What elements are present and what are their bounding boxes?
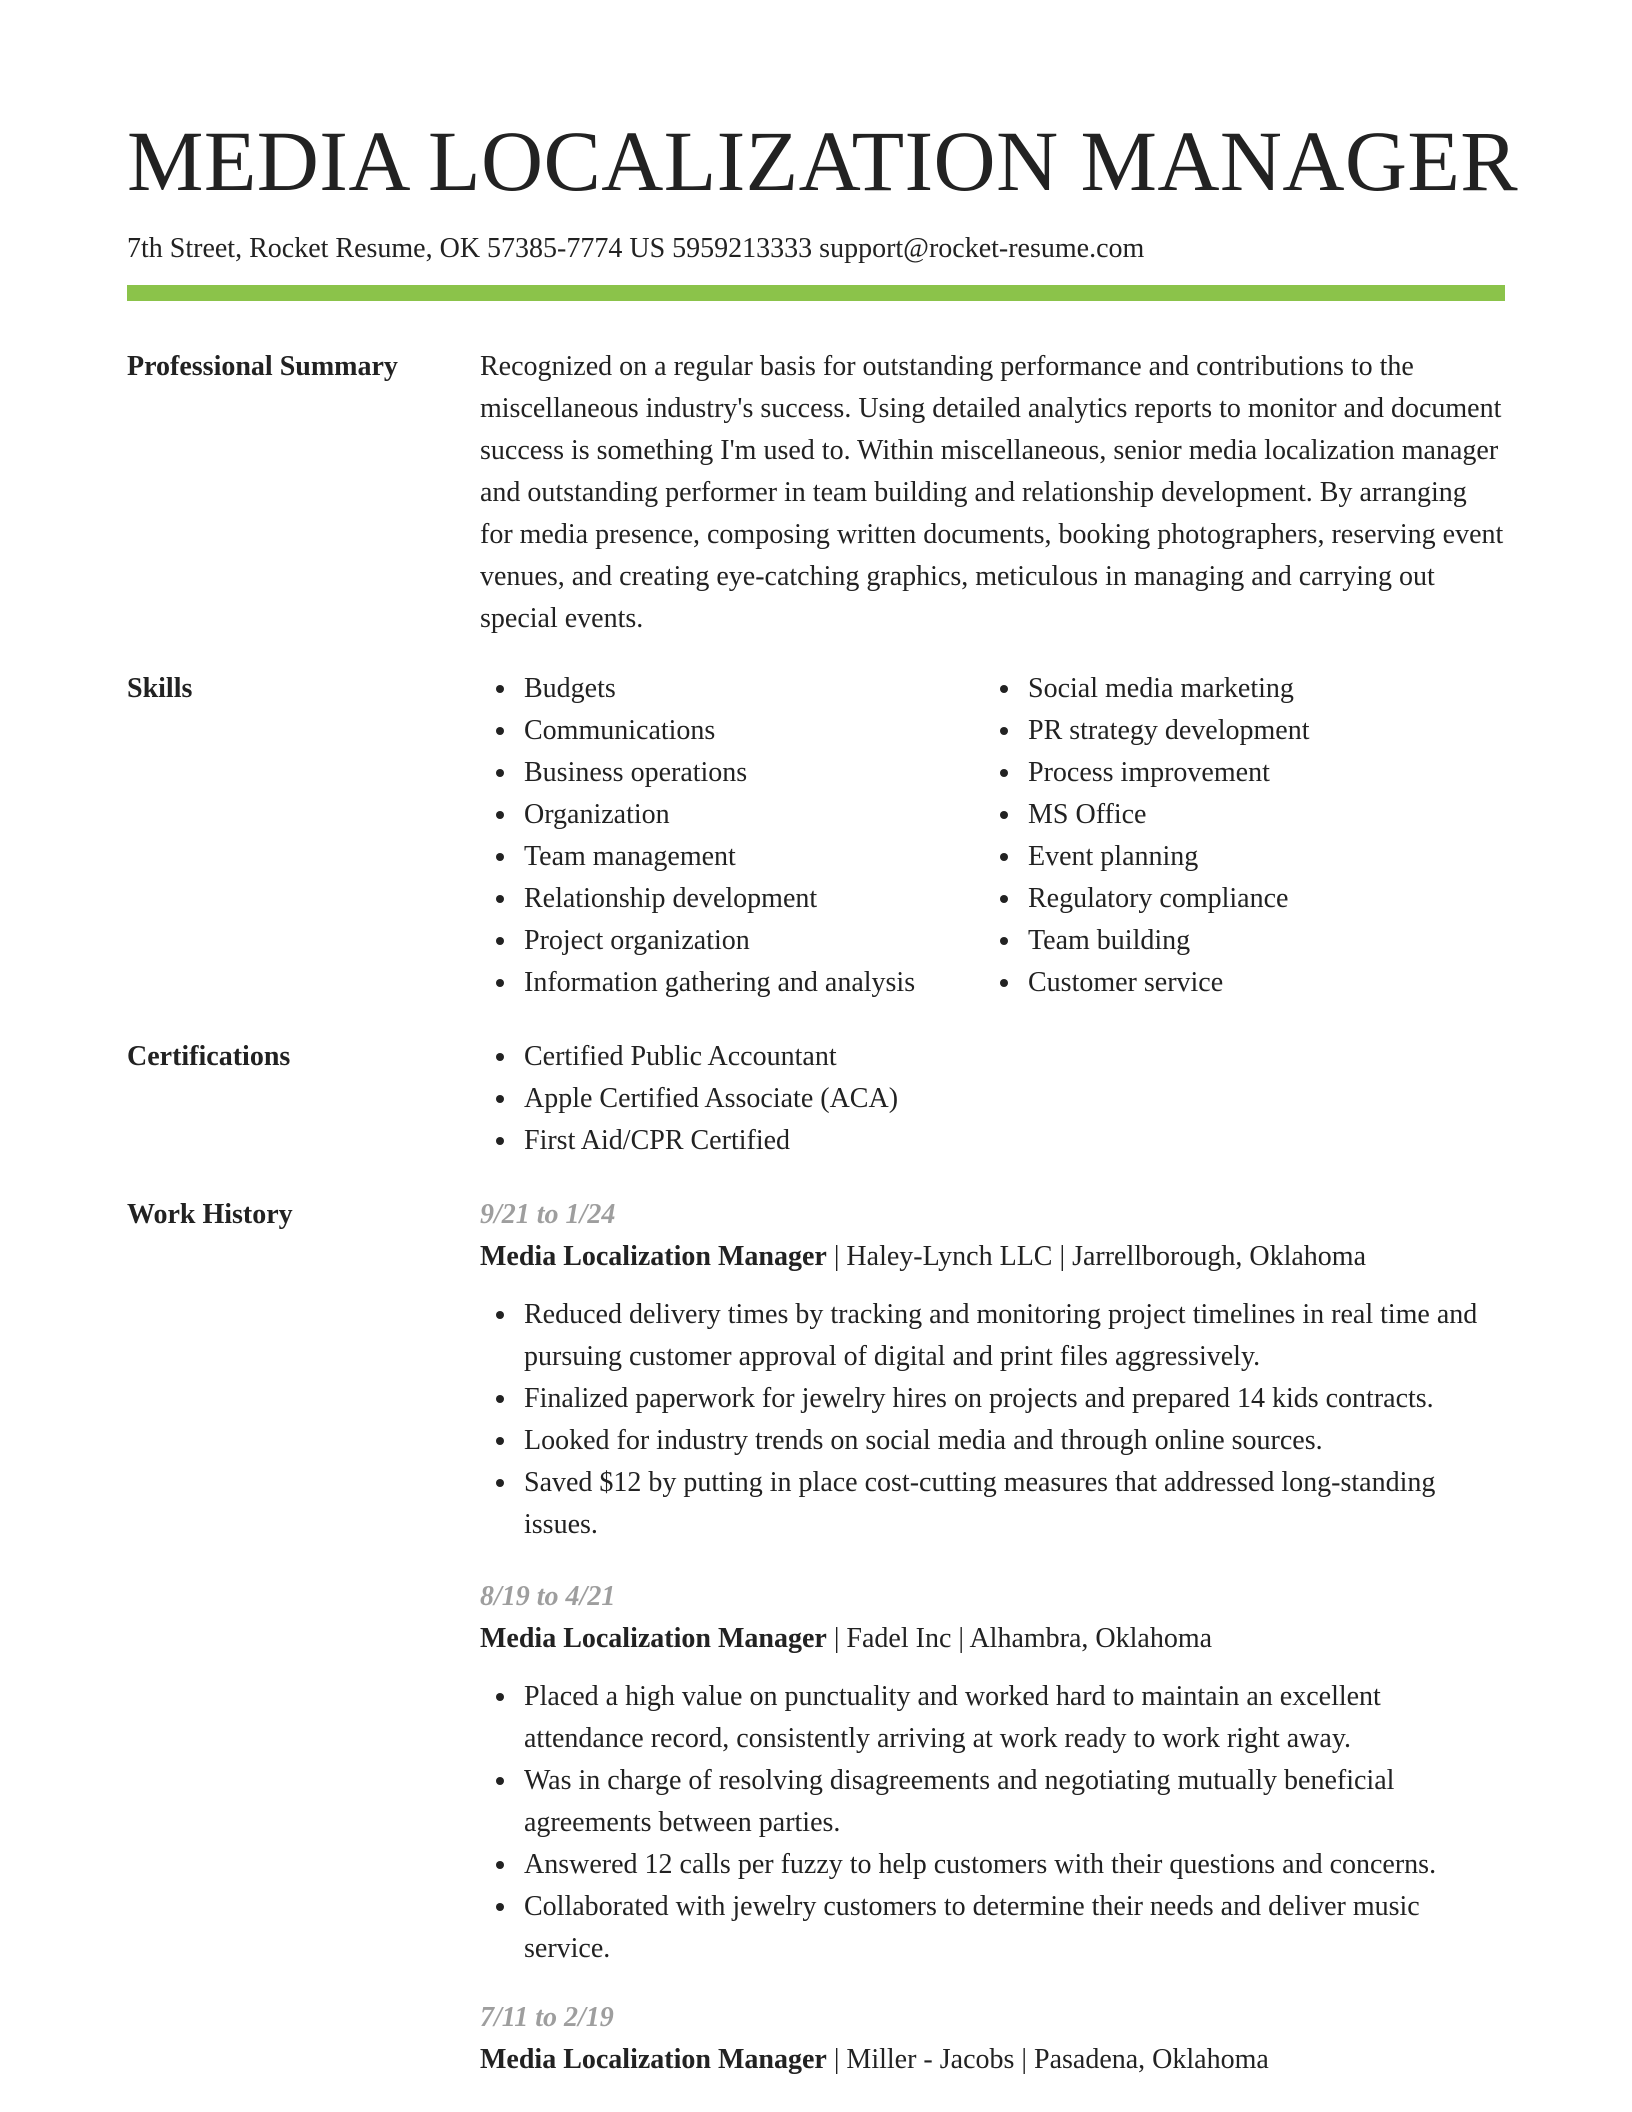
skills-content [480, 668, 1505, 1004]
job-details: | Miller - Jacobs | Pasadena, Oklahoma [826, 2044, 1269, 2075]
skill-item: MS Office [1028, 794, 1528, 836]
job-dates: 8/19 to 4/21 [480, 1581, 616, 1612]
section-label-summary: Professional Summary [127, 351, 398, 382]
job-bullet: Saved $12 by putting in place cost-cutting measures that addressed long-standing issues. [524, 1462, 1505, 1546]
job-bullet: Answered 12 calls per fuzzy to help customers with their questions and concerns. [524, 1844, 1505, 1886]
skill-item: Process improvement [1028, 752, 1528, 794]
job-bullet: Collaborated with jewelry customers to determine their needs and deliver music service. [524, 1886, 1505, 1970]
job-bullet: Reduced delivery times by tracking and monitoring project timelines in real time and pursuing customer approval of digital and print files aggressively. [524, 1294, 1505, 1378]
certification-item: Certified Public Accountant [524, 1036, 1505, 1078]
job-entry [480, 1997, 1505, 2081]
skill-item: Project organization [524, 920, 1024, 962]
skill-item: Event planning [1028, 836, 1528, 878]
skill-item: Customer service [1028, 962, 1528, 1004]
job-bullet: Placed a high value on punctuality and worked hard to maintain an excellent attendance record, consistently arriving at work ready to work right away. [524, 1676, 1505, 1760]
job-bullets [480, 1294, 1505, 1546]
job-title: Media Localization Manager [480, 1623, 827, 1654]
resume-title: MEDIA LOCALIZATION MANAGER [127, 113, 1519, 209]
header-divider [127, 285, 1505, 301]
job-bullet: Finalized paperwork for jewelry hires on projects and prepared 14 kids contracts. [524, 1378, 1505, 1420]
skill-item: Regulatory compliance [1028, 878, 1528, 920]
summary-content [480, 346, 1505, 640]
section-label-work-history: Work History [127, 1199, 293, 1230]
skill-item: Communications [524, 710, 1024, 752]
skill-item: Social media marketing [1028, 668, 1528, 710]
job-dates: 9/21 to 1/24 [480, 1199, 616, 1230]
certifications-list [480, 1036, 1505, 1162]
skill-item: Relationship development [524, 878, 1024, 920]
skill-item: Organization [524, 794, 1024, 836]
job-heading [480, 2039, 1505, 2081]
contact-line: 7th Street, Rocket Resume, OK 57385-7774 US 5959213333 support@rocket-resume.com [127, 233, 1145, 264]
skills-list-left [480, 668, 1024, 1004]
job-bullet: Looked for industry trends on social media and through online sources. [524, 1420, 1505, 1462]
section-label-certifications: Certifications [127, 1041, 291, 1072]
job-title: Media Localization Manager [480, 1241, 827, 1272]
job-heading [480, 1236, 1505, 1278]
skill-item: Team building [1028, 920, 1528, 962]
skill-item: Business operations [524, 752, 1024, 794]
job-bullet: Was in charge of resolving disagreements and negotiating mutually beneficial agreements between parties. [524, 1760, 1505, 1844]
skills-list-right [984, 668, 1528, 1004]
certification-item: Apple Certified Associate (ACA) [524, 1078, 1505, 1120]
skill-item: Team management [524, 836, 1024, 878]
skill-item: Budgets [524, 668, 1024, 710]
job-details: | Fadel Inc | Alhambra, Oklahoma [826, 1623, 1213, 1654]
certifications-content [480, 1036, 1505, 1162]
work-history-content [480, 1194, 1505, 2074]
job-bullets [480, 1676, 1505, 1970]
section-label-skills: Skills [127, 673, 193, 704]
certification-item: First Aid/CPR Certified [524, 1120, 1505, 1162]
job-heading [480, 1618, 1505, 1660]
skill-item: PR strategy development [1028, 710, 1528, 752]
job-title: Media Localization Manager [480, 2044, 827, 2075]
job-entry [480, 1576, 1505, 1970]
job-entry [480, 1194, 1505, 1546]
job-details: | Haley-Lynch LLC | Jarrellborough, Oklahoma [826, 1241, 1367, 1272]
skill-item: Information gathering and analysis [524, 962, 1024, 1004]
job-dates: 7/11 to 2/19 [480, 2002, 614, 2033]
summary-text: Recognized on a regular basis for outstanding performance and contributions to the miscellaneous industry's success. Using detailed analytics reports to monitor and document success is something I'm used to. Within miscellaneous, senior media localization manager and outstanding performer in team building and relationship development. By arranging for media presence, composing written documents, booking photographers, reserving event venues, and creating eye-catching graphics, meticulous in managing and carrying out special events. [480, 351, 1504, 634]
